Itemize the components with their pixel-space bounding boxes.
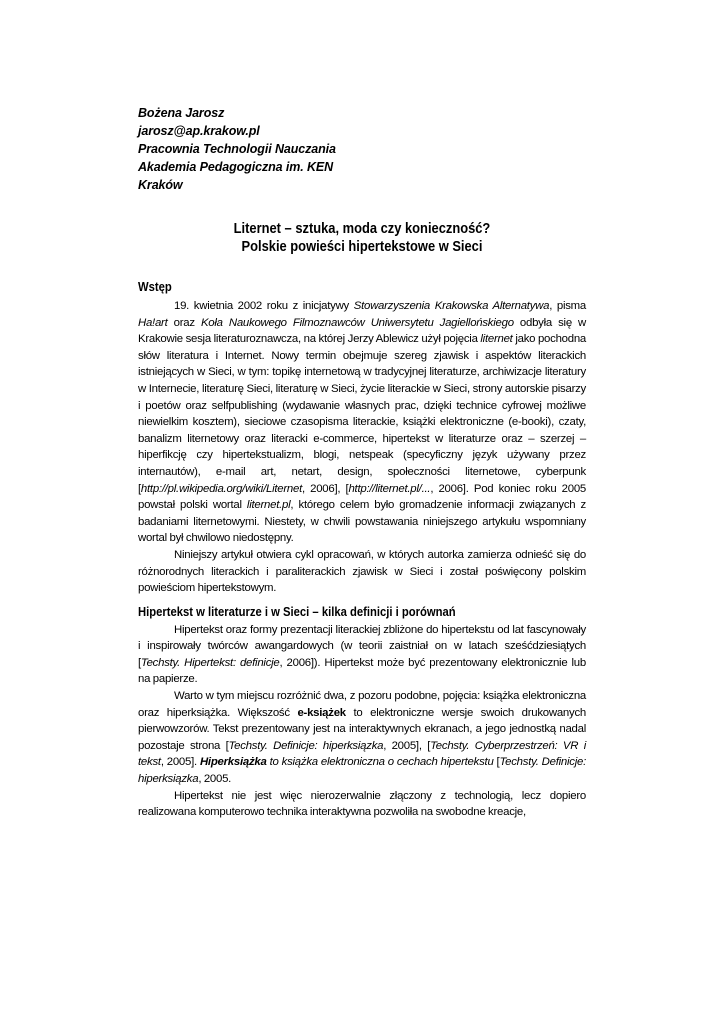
text-run: , którego celem było gromadzenie informacji związanych z badaniami liternetowymi. Niestety, w chwili powstawania niniejszego artykułu wspomniany wortal był chwilowo niedostępny. — [138, 499, 586, 545]
author-unit: Pracownia Technologii Nauczania — [138, 142, 336, 156]
text-run: Stowarzyszenia Krakowska Alternatywa — [353, 300, 550, 312]
article-page — [138, 104, 586, 821]
author-institution: Akademia Pedagogiczna im. KEN — [138, 160, 334, 174]
text-run: http://liternet.pl/... — [348, 482, 431, 495]
text-run: Koła Naukowego Filmoznawców Uniwersytetu Jagiellońskiego — [200, 316, 514, 329]
text-run: , 2006]. Pod koniec roku 2005 powstał polski wortal — [138, 482, 586, 512]
text-run: Techsty. Cyberprzestrzeń: VR i tekst — [138, 739, 586, 769]
paragraph-intro-2 — [138, 547, 586, 597]
paragraph-hypertext-1 — [138, 622, 586, 688]
heading-intro: Wstęp — [138, 280, 172, 294]
text-run: Techsty. Definicje: hiperksiązka — [228, 739, 384, 752]
text-run: liternet.pl — [246, 499, 291, 512]
text-run: oraz — [167, 316, 201, 329]
text-run: e-książek — [297, 706, 346, 719]
paragraph-hypertext-3 — [138, 788, 586, 821]
text-run: , 2005. — [198, 773, 232, 786]
text-run: Techsty. Hipertekst: definicje — [140, 656, 280, 669]
text-run: Niniejszy artykuł otwiera cykl opracowań, w których autorka zamierza odnieść się do różnorodnych literackich i paraliterackich zjawisk w Sieci i został poświęcony polskim powieściom hipertekstowym. — [138, 548, 586, 595]
text-run: odbyła się w Krakowie sesja literaturoznawcza, na której Jerzy Ablewicz użył pojęcia — [138, 316, 587, 346]
heading-hypertext: Hipertekst w literaturze i w Sieci – kilka definicji i porównań — [138, 604, 456, 619]
text-run: , 2005], [ — [383, 739, 431, 752]
text-run: , 2005]. — [160, 756, 200, 769]
text-run: http://pl.wikipedia.org/wiki/Liternet — [140, 482, 302, 495]
text-run: Hipertekst nie jest więc nierozerwalnie złączony z technologią, lecz dopiero realizowana komputerowo technika interaktywna pozwoliła na swobodne kreacje, — [138, 789, 586, 819]
text-run: liternet — [480, 333, 513, 346]
text-run: Techsty. Definicje: hiperksiązka — [138, 756, 586, 786]
text-run: jako pochodna słów literatura i Internet. Nowy termin obejmuje szereg zjawisk i aspektów literackich istniejących w Sieci, w tym: topikę internetową w tradycyjnej literaturze, archiwizacje literatury w Internecie, literaturę Sieci, literaturę w Sieci, życie literackie w Sieci, strony autorskie pisarzy i poetów oraz selfpublishing (wydawanie własnych prac, dzięki technice cyfrowej możliwe niewielkim kosztem), sieciowe czasopisma literackie, książki elektroniczne (e-booki), czaty, banalizm liternetowy oraz literacki e-commerce, hipertekst w literaturze oraz – szerzej – hiperfikcję czy hipertekstualizm, blogi, netspeak (specyficzny język używany przez internautów), e-mail art, netart, design, społeczności liternetowe, cyberpunk [ — [138, 333, 586, 495]
paragraph-hypertext-2 — [138, 688, 586, 788]
text-run: to elektroniczne wersje swoich drukowanych pierwowzorów. Tekst prezentowany jest na interaktywnych ekranach, a jego jednostką nadal pozostaje strona [ — [138, 706, 586, 752]
text-run: Ha!art — [138, 316, 168, 329]
author-block — [138, 104, 586, 194]
text-run: 19. kwietnia 2002 roku z inicjatywy — [174, 300, 354, 312]
author-email[interactable]: jarosz@ap.krakow.pl — [138, 124, 260, 138]
text-run: Warto w tym miejscu rozróżnić dwa, z pozoru podobne, pojęcia: książka elektroniczna oraz hiperksiążka. Większość — [138, 690, 586, 719]
author-city: Kraków — [138, 178, 183, 192]
text-run: , 2006]). Hipertekst może być prezentowany elektronicznie lub na papierze. — [138, 656, 586, 686]
title-line-1: Liternet – sztuka, moda czy konieczność? — [233, 220, 491, 237]
text-run: , pisma — [549, 300, 587, 312]
text-run: [ — [493, 756, 500, 769]
text-run: , 2006], [ — [301, 482, 349, 495]
text-run: Hiperksiążka — [199, 756, 267, 769]
article-title — [169, 220, 554, 256]
paragraph-intro-1 — [138, 298, 586, 547]
author-name: Bożena Jarosz — [138, 106, 225, 120]
text-run: Hipertekst oraz formy prezentacji literackiej zbliżone do hipertekstu od lat fascynowały i inspirowały twórców awangardowych (w teorii zaistniał on w latach sześćdziesiątych [ — [138, 623, 586, 669]
text-run: to książka elektroniczna o cechach hipertekstu — [266, 756, 494, 769]
title-line-2: Polskie powieści hipertekstowe w Sieci — [241, 238, 483, 255]
